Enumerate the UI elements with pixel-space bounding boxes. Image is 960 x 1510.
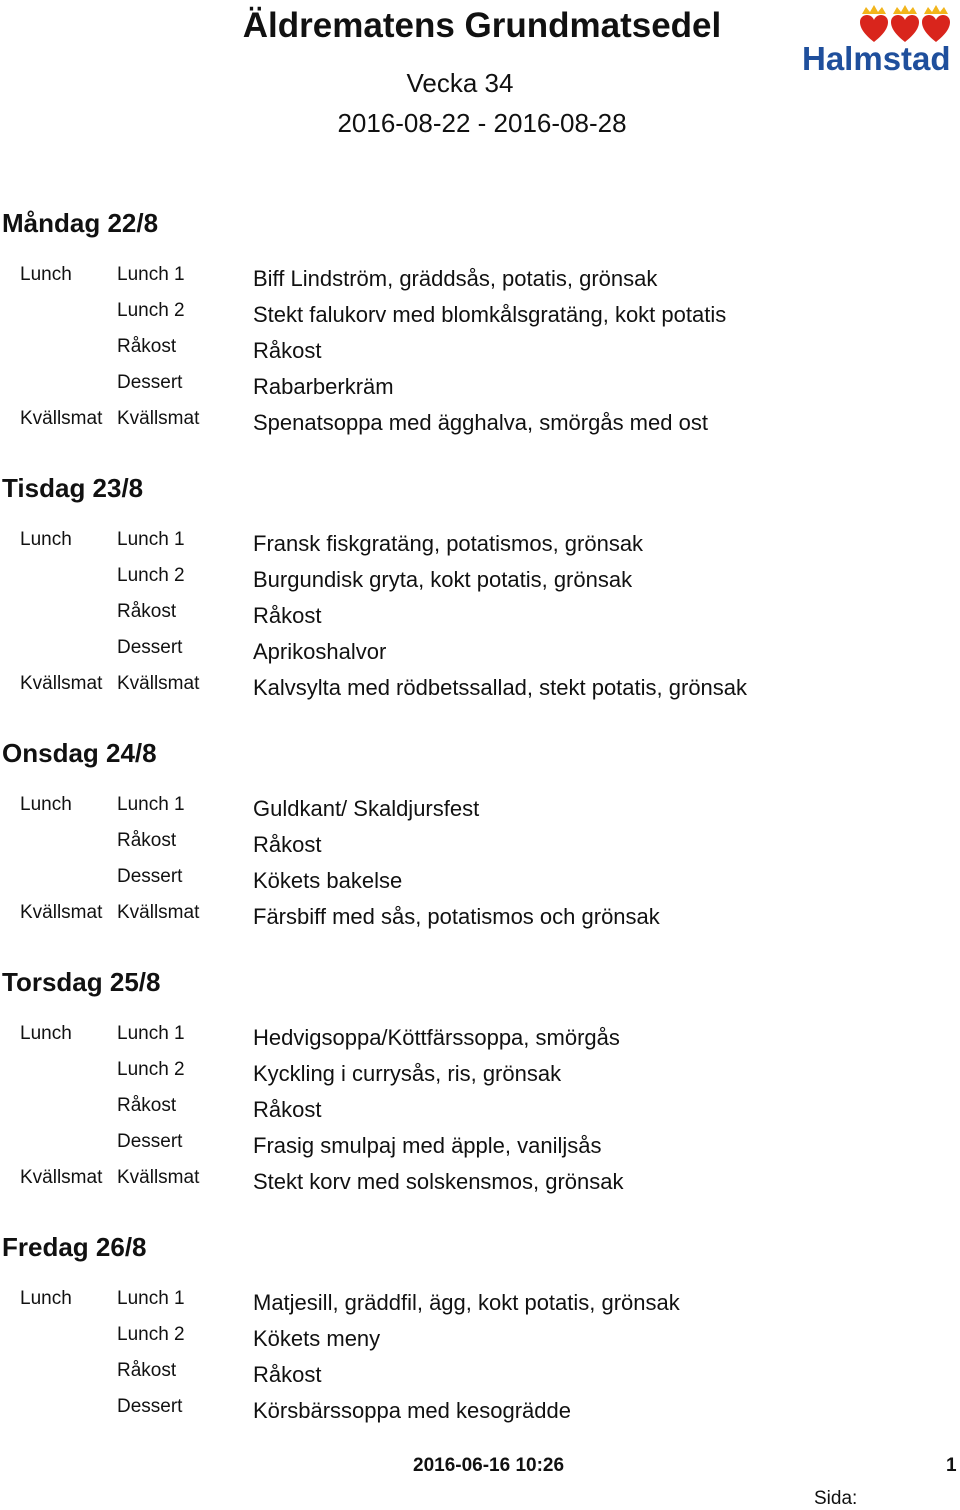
menu-row [0,1095,960,1131]
page-number: 1 [946,1455,957,1476]
logo-wordmark: Halmstad [802,40,951,77]
course-label: Dessert [117,866,183,887]
dish-text: Råkost [253,832,322,857]
menu-row [0,1059,960,1095]
dish-text: Kyckling i currysås, ris, grönsak [253,1061,562,1086]
menu-row [0,529,960,565]
course-label: Dessert [117,372,183,393]
menu-row [0,372,960,408]
date-range: 2016-08-22 - 2016-08-28 [337,108,627,138]
course-label: Lunch 1 [117,794,185,815]
menu-row [0,902,960,938]
dish-text: Matjesill, gräddfil, ägg, kokt potatis, grönsak [253,1290,680,1315]
meal-label: Lunch [20,1288,72,1309]
dish-text: Råkost [253,1362,322,1387]
dish-text: Råkost [253,1097,322,1122]
course-label: Lunch 1 [117,264,185,285]
halmstad-logo [800,2,960,78]
course-label: Kvällsmat [117,408,200,429]
dish-text: Spenatsoppa med ägghalva, smörgås med ost [253,410,708,435]
meal-label: Kvällsmat [20,902,103,923]
course-label: Lunch 1 [117,529,185,550]
hearts-crowns-icon [858,4,956,44]
menu-row [0,830,960,866]
page-title: Äldrematens Grundmatsedel [242,6,722,45]
meal-label: Lunch [20,264,72,285]
menu-row [0,1324,960,1360]
dish-text: Kökets meny [253,1326,381,1351]
dish-text: Körsbärssoppa med kesogrädde [253,1398,571,1423]
course-label: Lunch 2 [117,565,185,586]
course-label: Lunch 1 [117,1288,185,1309]
menu-row [0,1023,960,1059]
dish-text: Råkost [253,603,322,628]
dish-text: Kalvsylta med rödbetssallad, stekt potatis, grönsak [253,675,748,700]
menu-row [0,1396,960,1432]
dish-text: Stekt korv med solskensmos, grönsak [253,1169,624,1194]
dish-text: Kökets bakelse [253,868,403,893]
dish-text: Burgundisk gryta, kokt potatis, grönsak [253,567,633,592]
day-heading: Torsdag 25/8 [2,967,161,997]
dish-text: Frasig smulpaj med äpple, vaniljsås [253,1133,602,1158]
course-label: Kvällsmat [117,902,200,923]
day-heading: Onsdag 24/8 [2,738,157,768]
course-label: Lunch 2 [117,1059,185,1080]
menu-row [0,300,960,336]
dish-text: Råkost [253,338,322,363]
course-label: Lunch 2 [117,300,185,321]
meal-label: Kvällsmat [20,1167,103,1188]
menu-row [0,565,960,601]
course-label: Lunch 2 [117,1324,185,1345]
day-heading: Fredag 26/8 [2,1232,147,1262]
menu-row [0,1360,960,1396]
menu-row [0,794,960,830]
meal-label: Kvällsmat [20,408,103,429]
menu-row [0,264,960,300]
course-label: Dessert [117,637,183,658]
week-label: Vecka 34 [406,68,514,98]
course-label: Råkost [117,1360,177,1381]
dish-text: Guldkant/ Skaldjursfest [253,796,480,821]
meal-label: Lunch [20,794,72,815]
menu-row [0,673,960,709]
meal-label: Lunch [20,1023,72,1044]
day-heading: Tisdag 23/8 [2,473,144,503]
course-label: Dessert [117,1396,183,1417]
meal-label: Kvällsmat [20,673,103,694]
dish-text: Färsbiff med sås, potatismos och grönsak [253,904,660,929]
meal-label: Lunch [20,529,72,550]
dish-text: Hedvigsoppa/Köttfärssoppa, smörgås [253,1025,620,1050]
course-label: Råkost [117,601,177,622]
course-label: Dessert [117,1131,183,1152]
dish-text: Biff Lindström, gräddsås, potatis, grönsak [253,266,658,291]
day-heading: Måndag 22/8 [2,208,159,238]
menu-row [0,408,960,444]
menu-row [0,336,960,372]
course-label: Råkost [117,1095,177,1116]
course-label: Råkost [117,336,177,357]
course-label: Råkost [117,830,177,851]
dish-text: Stekt falukorv med blomkålsgratäng, kokt potatis [253,302,727,327]
course-label: Lunch 1 [117,1023,185,1044]
page-label: Sida: [814,1488,858,1509]
dish-text: Aprikoshalvor [253,639,387,664]
print-timestamp: 2016-06-16 10:26 [413,1455,565,1476]
menu-row [0,637,960,673]
dish-text: Fransk fiskgratäng, potatismos, grönsak [253,531,644,556]
course-label: Kvällsmat [117,673,200,694]
menu-row [0,601,960,637]
course-label: Kvällsmat [117,1167,200,1188]
menu-row [0,1288,960,1324]
menu-row [0,1167,960,1203]
dish-text: Rabarberkräm [253,374,394,399]
menu-row [0,1131,960,1167]
menu-row [0,866,960,902]
